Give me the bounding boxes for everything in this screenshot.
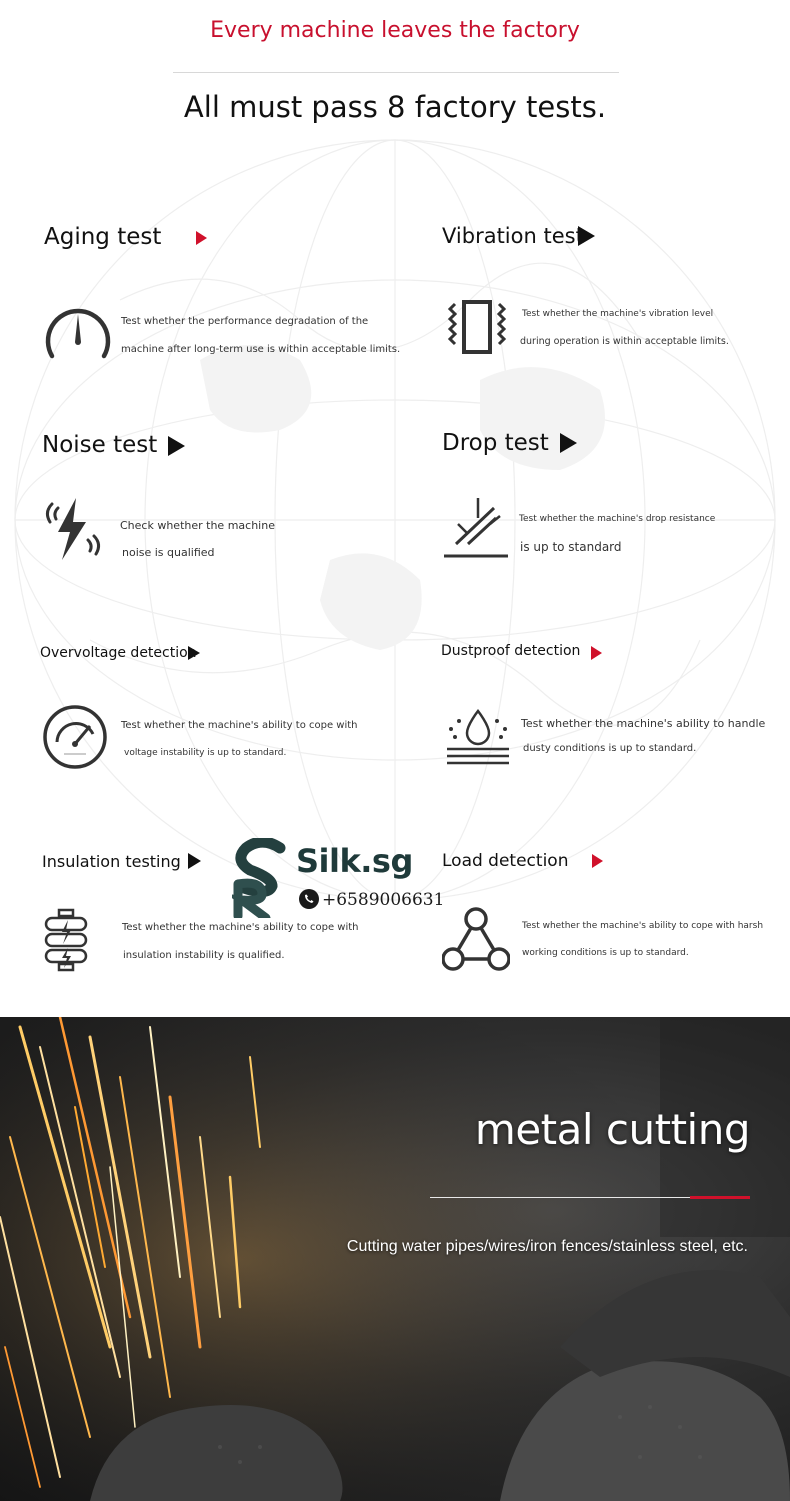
- test-title: Drop test: [442, 430, 549, 456]
- load-triangle-icon: [442, 906, 510, 972]
- test-description-line: machine after long-term use is within acceptable limits.: [121, 344, 401, 355]
- sr-logo-icon: [232, 838, 294, 918]
- test-description-line: Test whether the machine's vibration level: [522, 309, 714, 319]
- test-description-line: insulation instability is qualified.: [123, 950, 285, 961]
- test-description-line: is up to standard: [520, 540, 622, 554]
- dust-drop-icon: [445, 707, 511, 765]
- banner-divider: [430, 1197, 690, 1198]
- header-divider: [173, 72, 619, 73]
- test-description-line: Test whether the machine's ability to cope with: [121, 720, 358, 731]
- banner-divider-accent: [690, 1196, 750, 1199]
- header-kicker: Every machine leaves the factory: [210, 18, 580, 43]
- test-description-line: dusty conditions is up to standard.: [523, 743, 697, 754]
- test-description-line: voltage instability is up to standard.: [124, 748, 287, 758]
- test-card-overvoltage: [40, 645, 380, 775]
- test-card-dustproof: [441, 643, 781, 773]
- test-title: Aging test: [44, 224, 162, 250]
- watermark-name: Silk.sg: [296, 842, 413, 880]
- gauge-needle-icon: [40, 298, 116, 362]
- test-description-line: Test whether the performance degradation of the: [121, 316, 369, 327]
- test-description-line: Check whether the machine: [120, 519, 275, 532]
- watermark-phone: +6589006631: [322, 890, 445, 910]
- banner-title: metal cutting: [474, 1105, 750, 1154]
- sparks-gloves-photo: [0, 1017, 790, 1501]
- insulator-icon: [42, 908, 90, 974]
- test-description-line: Test whether the machine's ability to handle: [521, 717, 766, 730]
- lightning-waves-icon: [42, 496, 104, 562]
- test-title: Noise test: [42, 432, 158, 458]
- test-card-noise: [42, 432, 382, 572]
- test-card-drop: [442, 430, 782, 570]
- metal-cutting-banner: [0, 1017, 790, 1501]
- arrow-red-icon: [592, 854, 603, 868]
- test-description-line: during operation is within acceptable limits.: [520, 336, 729, 347]
- test-title: Dustproof detection: [441, 643, 581, 659]
- test-description-line: Test whether the machine's drop resistance: [519, 514, 716, 524]
- test-title: Vibration test: [442, 224, 584, 248]
- arrow-black-icon: [560, 433, 577, 453]
- test-card-load: [442, 851, 782, 981]
- test-description-line: Test whether the machine's ability to cope with harsh: [522, 921, 764, 931]
- arrow-black-icon: [188, 646, 200, 660]
- banner-subtitle: Cutting water pipes/wires/iron fences/stainless steel, etc.: [346, 1238, 748, 1255]
- arrow-black-icon: [168, 436, 185, 456]
- silk-watermark: [232, 838, 445, 920]
- test-card-vibration: [442, 224, 782, 374]
- arrow-black-icon: [188, 853, 201, 869]
- voltage-gauge-icon: [42, 704, 108, 770]
- test-description-line: working conditions is up to standard.: [522, 948, 689, 958]
- test-title: Load detection: [442, 851, 569, 871]
- vibration-icon: [446, 298, 508, 356]
- page-title: All must pass 8 factory tests.: [183, 90, 607, 124]
- test-description-line: noise is qualified: [122, 546, 215, 559]
- drop-impact-icon: [442, 494, 510, 560]
- test-card-aging: [44, 224, 401, 374]
- arrow-black-icon: [578, 226, 595, 246]
- whatsapp-icon: [298, 888, 320, 910]
- arrow-red-icon: [196, 231, 207, 245]
- test-title: Overvoltage detection: [40, 645, 197, 661]
- test-description-line: Test whether the machine's ability to cope with: [122, 922, 359, 933]
- test-title: Insulation testing: [42, 852, 181, 871]
- arrow-red-icon: [591, 646, 602, 660]
